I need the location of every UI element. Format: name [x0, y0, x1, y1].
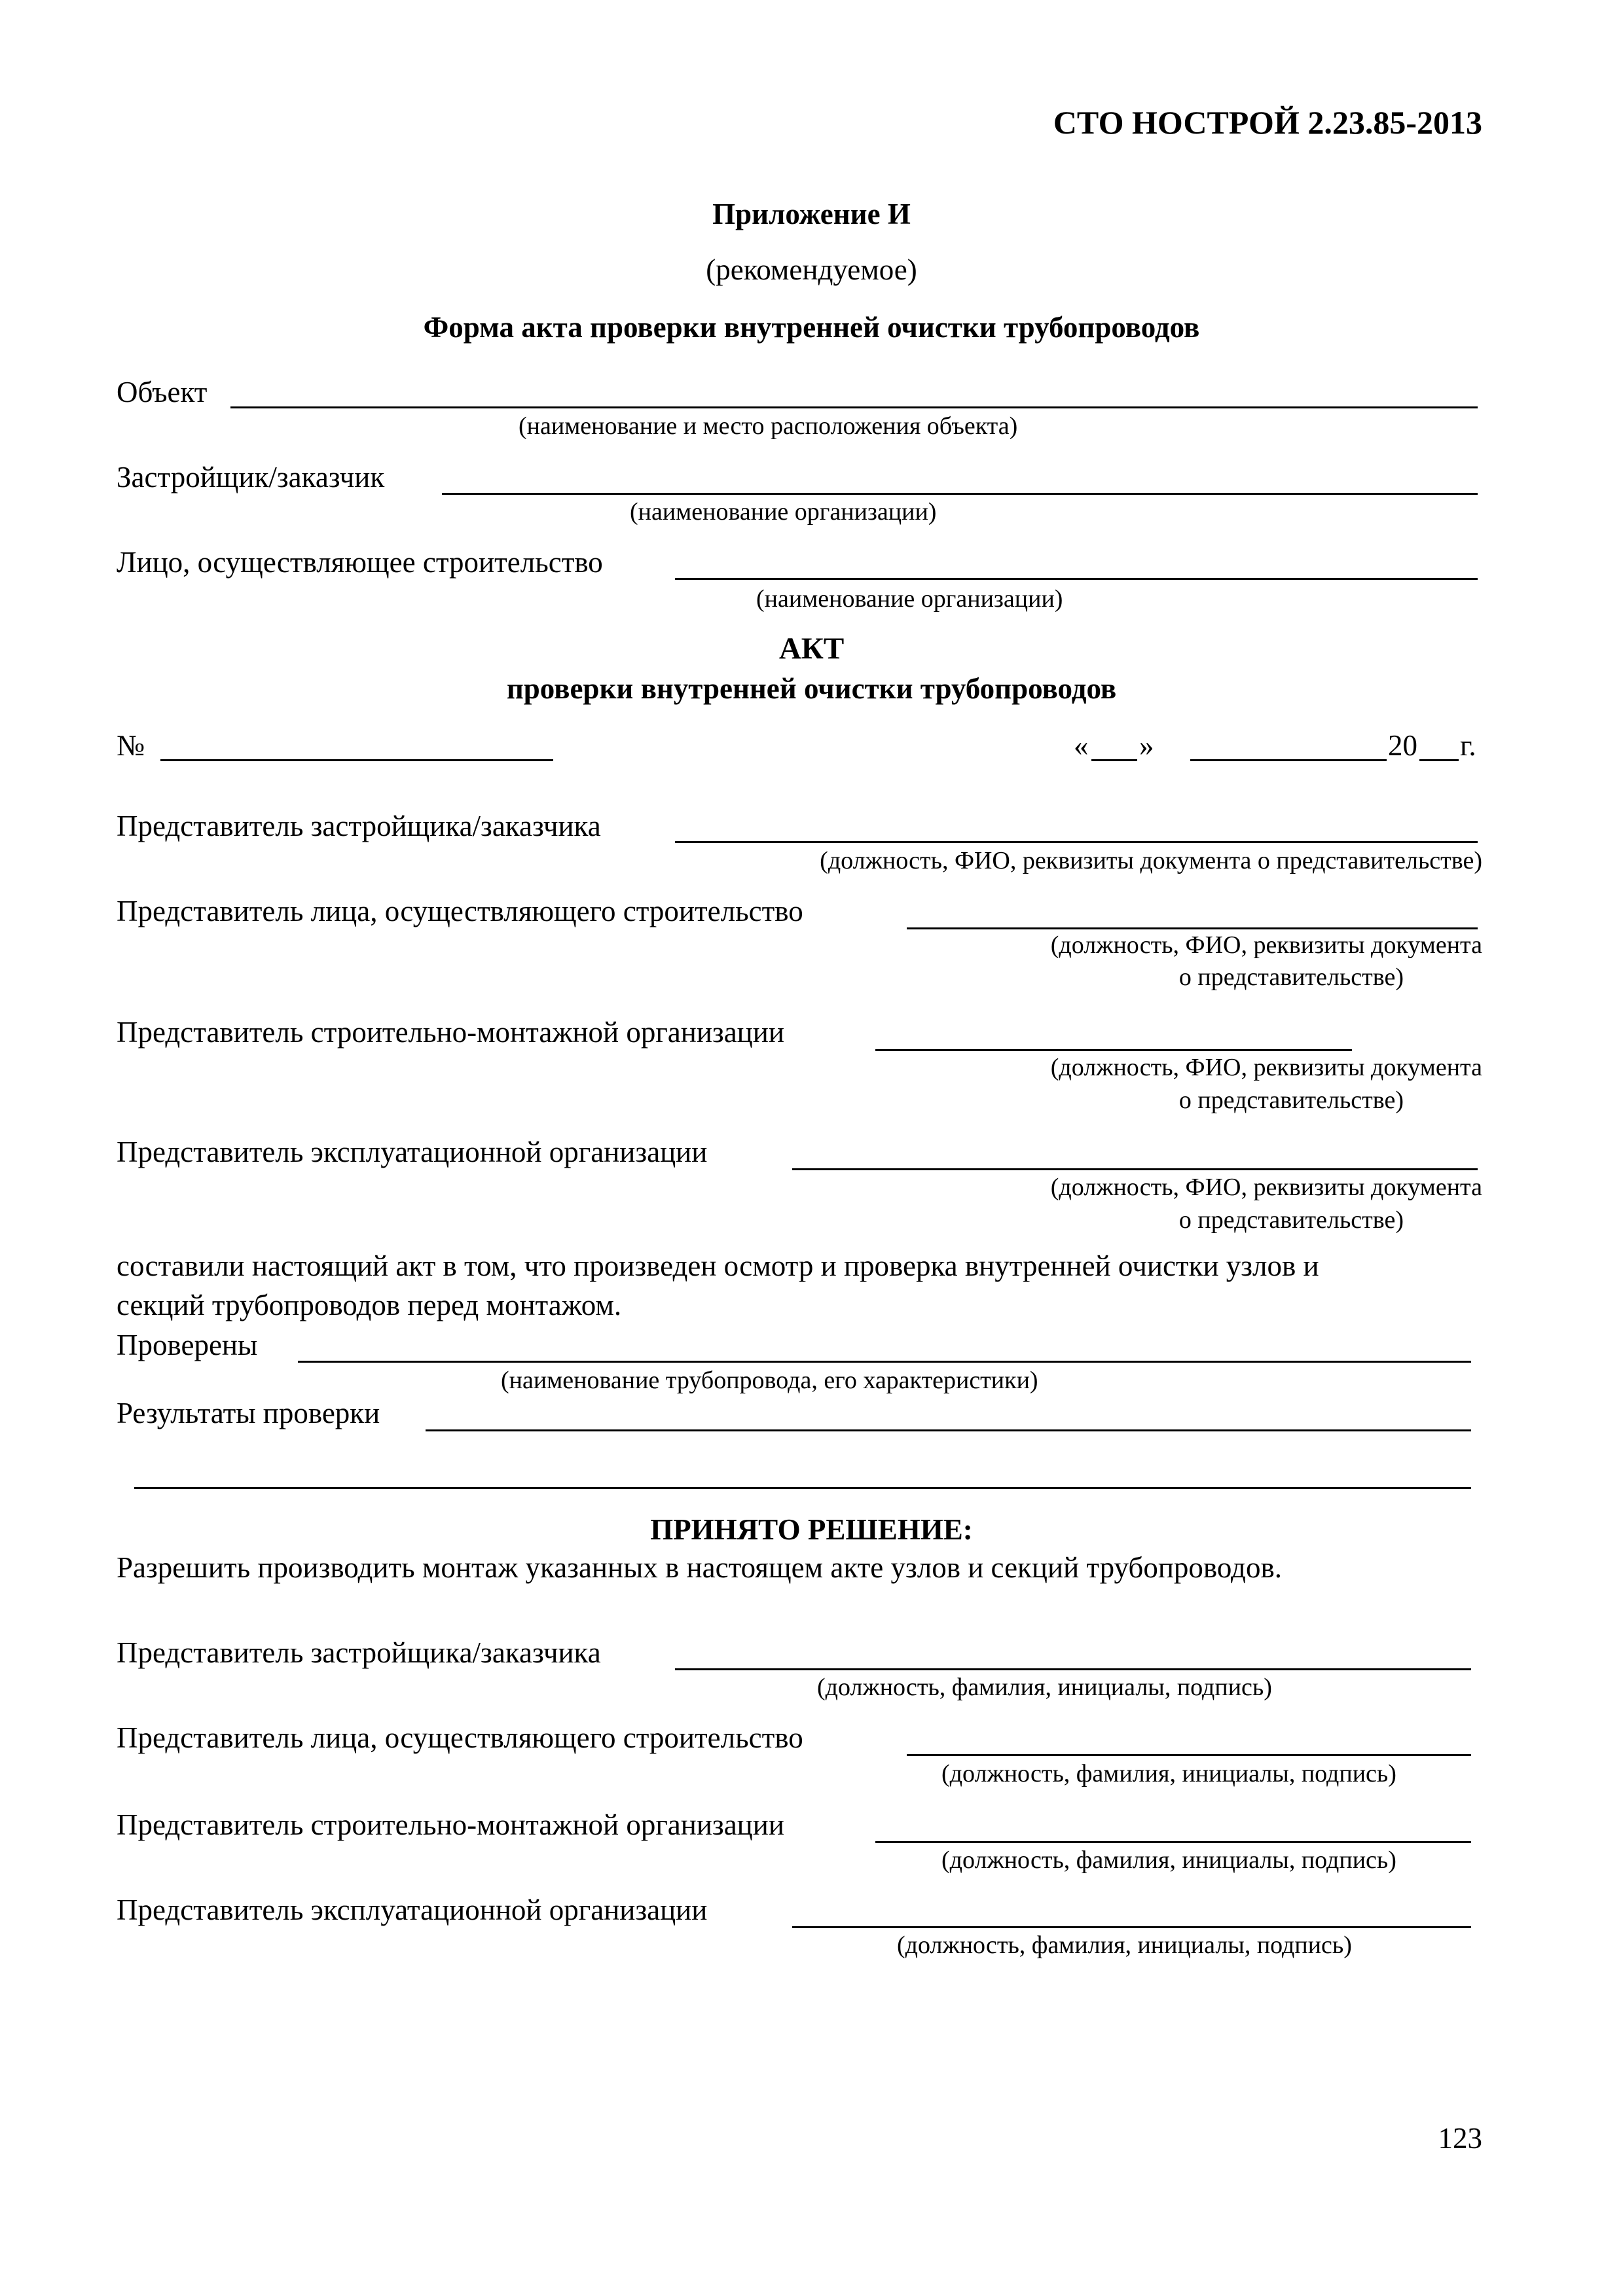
results-label: Результаты проверки [117, 1397, 380, 1429]
results-field-extra[interactable] [134, 1487, 1471, 1489]
object-hint: (наименование и место расположения объекта) [519, 412, 1018, 440]
sign-developer-hint: (должность, фамилия, инициалы, подпись) [817, 1674, 1272, 1701]
rep-operation-field[interactable] [792, 1168, 1478, 1170]
builder-label: Лицо, осуществляющее строительство [117, 546, 603, 579]
rep-builder-hint-2: о представительстве) [1178, 963, 1404, 991]
developer-field[interactable] [442, 493, 1478, 495]
date-close-quote: » [1139, 729, 1154, 762]
statement-line-1: составили настоящий акт в том, что произведен осмотр и проверка внутренней очистки узлов и [117, 1249, 1319, 1282]
act-subtitle: проверки внутренней очистки трубопроводов [506, 672, 1117, 705]
date-day-field[interactable] [1091, 759, 1137, 761]
rep-developer-field[interactable] [675, 841, 1478, 843]
rep-developer-label: Представитель застройщика/заказчика [117, 810, 601, 842]
sign-operation-label: Представитель эксплуатационной организации [117, 1893, 708, 1926]
object-label: Объект [117, 376, 208, 408]
decision-title: ПРИНЯТО РЕШЕНИЕ: [650, 1513, 973, 1546]
act-number-label: № [117, 729, 145, 762]
rep-operation-hint-2: о представительстве) [1178, 1206, 1404, 1234]
sign-assembly-field[interactable] [875, 1841, 1471, 1843]
object-field[interactable] [230, 406, 1478, 408]
date-year-field[interactable] [1419, 759, 1459, 761]
developer-label: Застройщик/заказчик [117, 461, 385, 493]
checked-hint: (наименование трубопровода, его характеристики) [501, 1367, 1038, 1394]
form-title: Форма акта проверки внутренней очистки трубопроводов [423, 311, 1200, 344]
rep-assembly-hint: (должность, ФИО, реквизиты документа [1050, 1054, 1482, 1081]
decision-text: Разрешить производить монтаж указанных в настоящем акте узлов и секций трубопроводов. [117, 1551, 1282, 1584]
builder-hint: (наименование организации) [756, 585, 1063, 613]
date-month-field[interactable] [1190, 759, 1387, 761]
rep-assembly-field[interactable] [875, 1049, 1352, 1051]
appendix-title: Приложение И [712, 198, 911, 230]
sign-assembly-hint: (должность, фамилия, инициалы, подпись) [941, 1846, 1396, 1874]
sign-builder-label: Представитель лица, осуществляющего строительство [117, 1721, 803, 1754]
rep-builder-hint: (должность, ФИО, реквизиты документа [1050, 931, 1482, 959]
sign-developer-field[interactable] [675, 1668, 1471, 1670]
rep-operation-hint: (должность, ФИО, реквизиты документа [1050, 1174, 1482, 1201]
sign-operation-field[interactable] [792, 1926, 1471, 1928]
statement-line-2: секций трубопроводов перед монтажом. [117, 1289, 622, 1321]
sign-assembly-label: Представитель строительно-монтажной организации [117, 1808, 784, 1841]
builder-field[interactable] [675, 578, 1478, 580]
appendix-status: (рекомендуемое) [706, 253, 917, 286]
sign-builder-field[interactable] [907, 1754, 1471, 1756]
rep-builder-label: Представитель лица, осуществляющего строительство [117, 895, 803, 927]
rep-developer-hint: (должность, ФИО, реквизиты документа о представительстве) [820, 847, 1482, 874]
rep-operation-label: Представитель эксплуатационной организации [117, 1136, 708, 1168]
act-title: АКТ [778, 632, 845, 666]
rep-assembly-label: Представитель строительно-монтажной организации [117, 1016, 784, 1049]
sign-developer-label: Представитель застройщика/заказчика [117, 1636, 601, 1669]
act-number-field[interactable] [160, 759, 553, 761]
rep-builder-field[interactable] [907, 927, 1478, 929]
checked-field[interactable] [298, 1361, 1471, 1363]
checked-label: Проверены [117, 1329, 258, 1361]
sign-builder-hint: (должность, фамилия, инициалы, подпись) [941, 1760, 1396, 1787]
developer-hint: (наименование организации) [630, 498, 937, 526]
results-field[interactable] [426, 1429, 1471, 1431]
page-number: 123 [1438, 2122, 1482, 2155]
rep-assembly-hint-2: о представительстве) [1178, 1086, 1404, 1114]
year-suffix: г. [1460, 729, 1476, 762]
year-prefix: 20 [1388, 729, 1417, 762]
date-open-quote: « [1074, 729, 1089, 762]
sign-operation-hint: (должность, фамилия, инициалы, подпись) [897, 1931, 1352, 1959]
standard-code: СТО НОСТРОЙ 2.23.85-2013 [1053, 104, 1482, 141]
